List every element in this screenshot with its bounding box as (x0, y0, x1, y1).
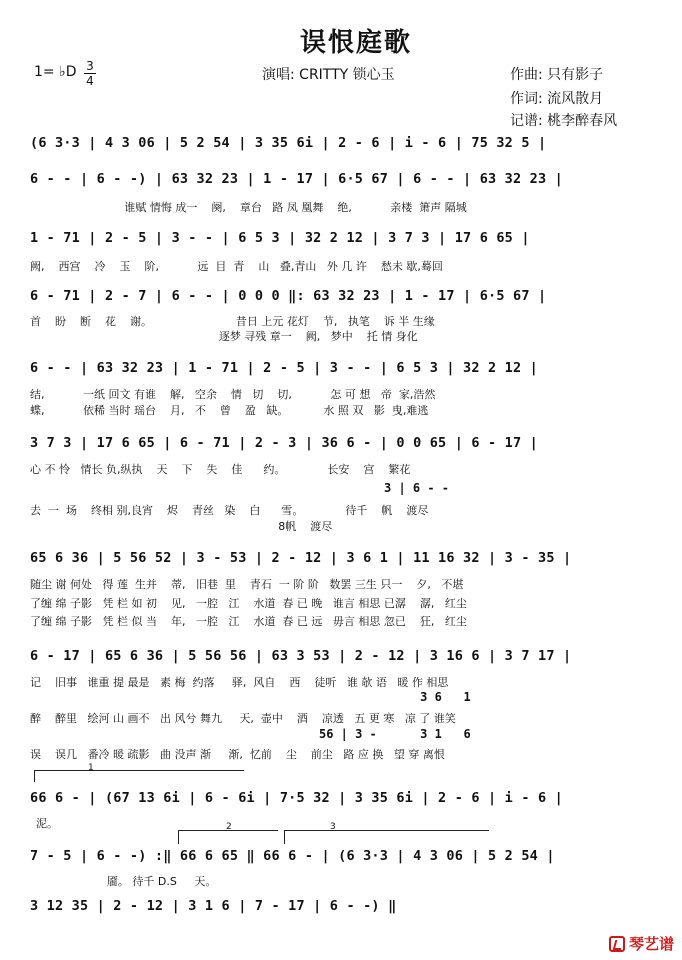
lyric-line-7b: 了缠 绵 子影 凭 栏 如 初 见, 一腔 江 水道 春 已 晚 谁言 相思 已潺 潺, 红尘 (30, 597, 467, 610)
notation-line-11: 3 12 35 | 2 - 12 | 3 1 6 | 7 - 17 | 6 - -) ‖ (30, 898, 397, 914)
volta-1-bracket (34, 770, 35, 782)
notation-line-9: 66 6 - | (67 13 6i | 6 - 6i | 7·5 32 | 3 35 6i | 2 - 6 | i - 6 | (30, 790, 563, 806)
composer-credit: 作曲: 只有影子 (510, 67, 604, 83)
lyric-line-6a: 心 不 怜 情长 负,纵执 天 下 失 佳 约。 长安 宫 繁花 (30, 463, 411, 476)
volta-1-line (34, 770, 244, 771)
time-signature-top: 3 (86, 59, 94, 73)
lyric-line-4a: 首 盼 断 花 谢。 昔日 上元 花灯 节, 执笔 诉 半 生缘 (30, 315, 435, 328)
lyric-line-3: 阙, 西宫 冷 玉 阶, 远 目 青 山 叠,青山 外 几 许 愁未 歇,蓦回 (30, 260, 443, 273)
singer-credit: 演唱: CRITTY 锁心玉 (262, 67, 395, 83)
lyricist-credit: 作词: 流风散月 (510, 91, 604, 107)
notation-line-8: 6 - 17 | 65 6 36 | 5 56 56 | 63 3 53 | 2 - 12 | 3 16 6 | 3 7 17 | (30, 648, 572, 664)
volta-3-label: 3 (330, 822, 336, 832)
notation-line-1: (6 3·3 | 4 3 06 | 5 2 54 | 3 35 6i | 2 - 6 | i - 6 | 75 32 5 | (30, 135, 547, 151)
lyric-line-8a: 记 旧事 谁重 提 最是 素 梅 约落 驿, 风自 西 徒听 谁 欹 语 暖 作 相思 (30, 676, 449, 689)
time-signature (84, 60, 96, 87)
notation-line-6: 3 7 3 | 17 6 65 | 6 - 71 | 2 - 3 | 36 6 - | 0 0 65 | 6 - 17 | (30, 435, 538, 451)
lyric-line-7c: 了缠 绵 子影 凭 栏 似 当 年, 一腔 江 水道 春 已 远 毋言 相思 忽已 狂, 红尘 (30, 615, 467, 628)
lyric-line-9: 泥。 (36, 817, 58, 830)
watermark-text: 琴艺谱 (628, 935, 674, 953)
lyric-line-7a: 随尘 谢 何处 得 莲 生并 蒂, 旧巷 里 青石 一 阶 阶 数罢 三生 只一 夕, 不堪 (30, 578, 464, 591)
key-signature: 1= ♭D (34, 64, 77, 80)
volta-2-bracket (178, 830, 179, 844)
watermark-logo (609, 933, 674, 954)
volta-2-label: 2 (226, 822, 232, 832)
transcriber-credit: 记谱: 桃李醉春风 (510, 113, 618, 129)
volta-3-line (284, 830, 489, 831)
lyric-line-8c: 醉 醉里 绘河 山 画不 出 风兮 舞九 天, 壶中 酒 凉透 五 更 寒 凉 了 谁笑 (30, 712, 456, 725)
notation-line-4: 6 - 71 | 2 - 7 | 6 - - | 0 0 0 ‖: 63 32 23 | 1 - 17 | 6·5 67 | (30, 288, 547, 304)
lyric-line-2: 谁赋 情悔 成一 阕, 章台 路 凤 凰舞 绝, 亲楼 箫声 隔城 (30, 201, 467, 214)
lyric-line-8d: 56 | 3 - 3 1 6 (30, 727, 471, 741)
lyric-line-6c: 去 一 场 终相 别,良宵 烬 青丝 染 白 雪。 待千 帆 渡尽 (30, 504, 429, 517)
notation-line-10: 7 - 5 | 6 - -) :‖ 66 6 65 ‖ 66 6 - | (6 3·3 | 4 3 06 | 5 2 54 | (30, 848, 555, 864)
logo-icon (609, 936, 625, 952)
lyric-line-8b: 3 6 1 (30, 690, 471, 704)
lyric-line-5b: 蝶, 依稀 当时 瑶台 月, 不 曾 盈 缺。 水 照 双 影 曳,难逃 (30, 404, 429, 417)
notation-line-7: 65 6 36 | 5 56 52 | 3 - 53 | 2 - 12 | 3 6 1 | 11 16 32 | 3 - 35 | (30, 550, 572, 566)
notation-line-2: 6 - - | 6 - -) | 63 32 23 | 1 - 17 | 6·5 67 | 6 - - | 63 32 23 | (30, 171, 563, 187)
lyric-line-10: 靥。 待千 D.S 天。 (30, 875, 217, 888)
lyric-line-5a: 结, 一纸 回文 有谁 解, 空余 情 切 切, 怎 可 想 帝 家,浩然 (30, 388, 436, 401)
lyric-line-6b: 3 | 6 - - (30, 481, 450, 495)
lyric-line-6d: 8帆 渡尽 (30, 520, 333, 533)
notation-line-5: 6 - - | 63 32 23 | 1 - 71 | 2 - 5 | 3 - - | 6 5 3 | 32 2 12 | (30, 360, 538, 376)
notation-line-3: 1 - 71 | 2 - 5 | 3 - - | 6 5 3 | 32 2 12 | 3 7 3 | 17 6 65 | (30, 230, 530, 246)
song-title: 误恨庭歌 (300, 28, 413, 58)
time-signature-bottom: 4 (86, 74, 94, 88)
lyric-line-4b: 逐梦 寻残 章一 阙, 梦中 托 情 身化 (30, 330, 418, 343)
volta-1-label: 1 (88, 763, 94, 773)
volta-3-bracket (284, 830, 285, 844)
lyric-line-8e: 误 误几 番冷 暖 疏影 曲 没声 渐 渐, 忆前 尘 前尘 路 应 换 望 穿 离恨 (30, 748, 445, 761)
